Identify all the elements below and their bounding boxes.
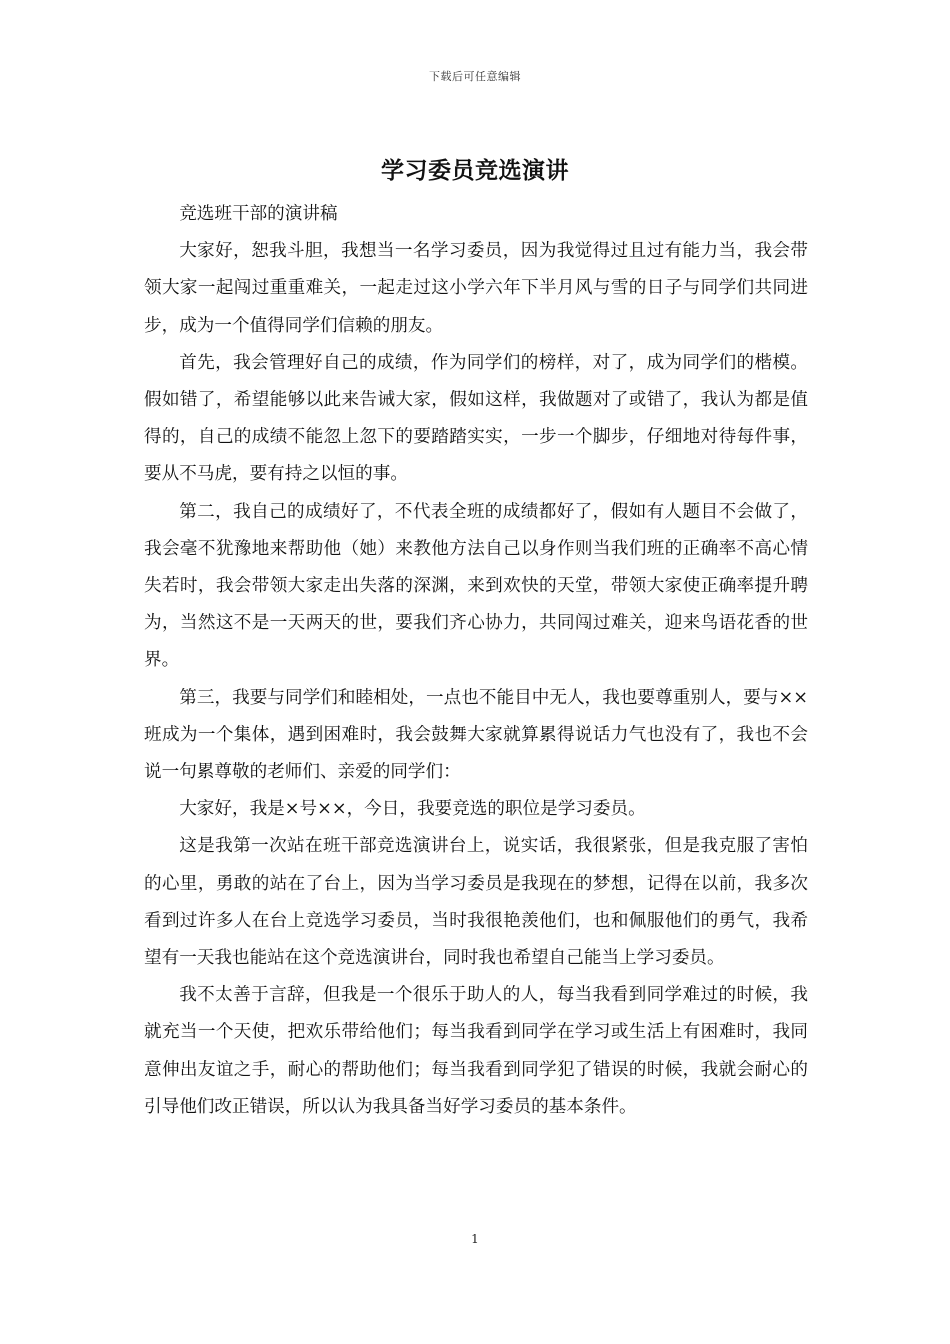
paragraph: 第三，我要与同学们和睦相处，一点也不能目中无人，我也要尊重别人，要与××班成为一个集体，遇到困难时，我会鼓舞大家就算累得说话力气也没有了，我也不会说一句累尊敬的老师们、亲爱的同学们： [144, 687, 808, 783]
paragraph: 我不太善于言辞，但我是一个很乐于助人的人，每当我看到同学难过的时候，我就充当一个天使，把欢乐带给他们；每当我看到同学在学习或生活上有困难时，我同意伸出友谊之手，耐心的帮助他们；每当我看到同学犯了错误的时候，我就会耐心的引导他们改正错误，所以认为我具备当好学习委员的基本条件。 [144, 985, 808, 1117]
document-title: 学习委员竞选演讲 [381, 157, 569, 184]
page-number: 1 [471, 1232, 479, 1246]
document-body [144, 196, 808, 1126]
paragraph-subtitle: 竞选班干部的演讲稿 [179, 204, 338, 224]
paragraph: 第二，我自己的成绩好了，不代表全班的成绩都好了，假如有人题目不会做了，我会毫不犹豫地来帮助他（她）来教他方法自己以身作则当我们班的正确率不高心情失若时，我会带领大家走出失落的深渊，来到欢快的天堂，带领大家使正确率提升聘为，当然这不是一天两天的世，要我们齐心协力，共同闯过难关，迎来鸟语花香的世界。 [144, 501, 808, 671]
header-note: 下载后可任意编辑 [429, 70, 521, 83]
paragraph: 大家好，恕我斗胆，我想当一名学习委员，因为我觉得过且过有能力当，我会带领大家一起闯过重重难关，一起走过这小学六年下半月风与雪的日子与同学们共同进步，成为一个值得同学们信赖的朋友。 [144, 241, 808, 336]
paragraph: 首先，我会管理好自己的成绩，作为同学们的榜样，对了，成为同学们的楷模。假如错了，希望能够以此来告诫大家，假如这样，我做题对了或错了，我认为都是值得的，自己的成绩不能忽上忽下的要踏踏实实，一步一个脚步，仔细地对待每件事，要从不马虎，要有持之以恒的事。 [144, 352, 808, 485]
paragraph: 大家好，我是×号××，今日，我要竞选的职位是学习委员。 [179, 799, 646, 820]
paragraph: 这是我第一次站在班干部竞选演讲台上，说实话，我很紧张，但是我克服了害怕的心里，勇敢的站在了台上，因为当学习委员是我现在的梦想，记得在以前，我多次看到过许多人在台上竞选学习委员，当时我很艳羡他们，也和佩服他们的勇气，我希望有一天我也能站在这个竞选演讲台，同时我也希望自己能当上学习委员。 [144, 836, 808, 969]
